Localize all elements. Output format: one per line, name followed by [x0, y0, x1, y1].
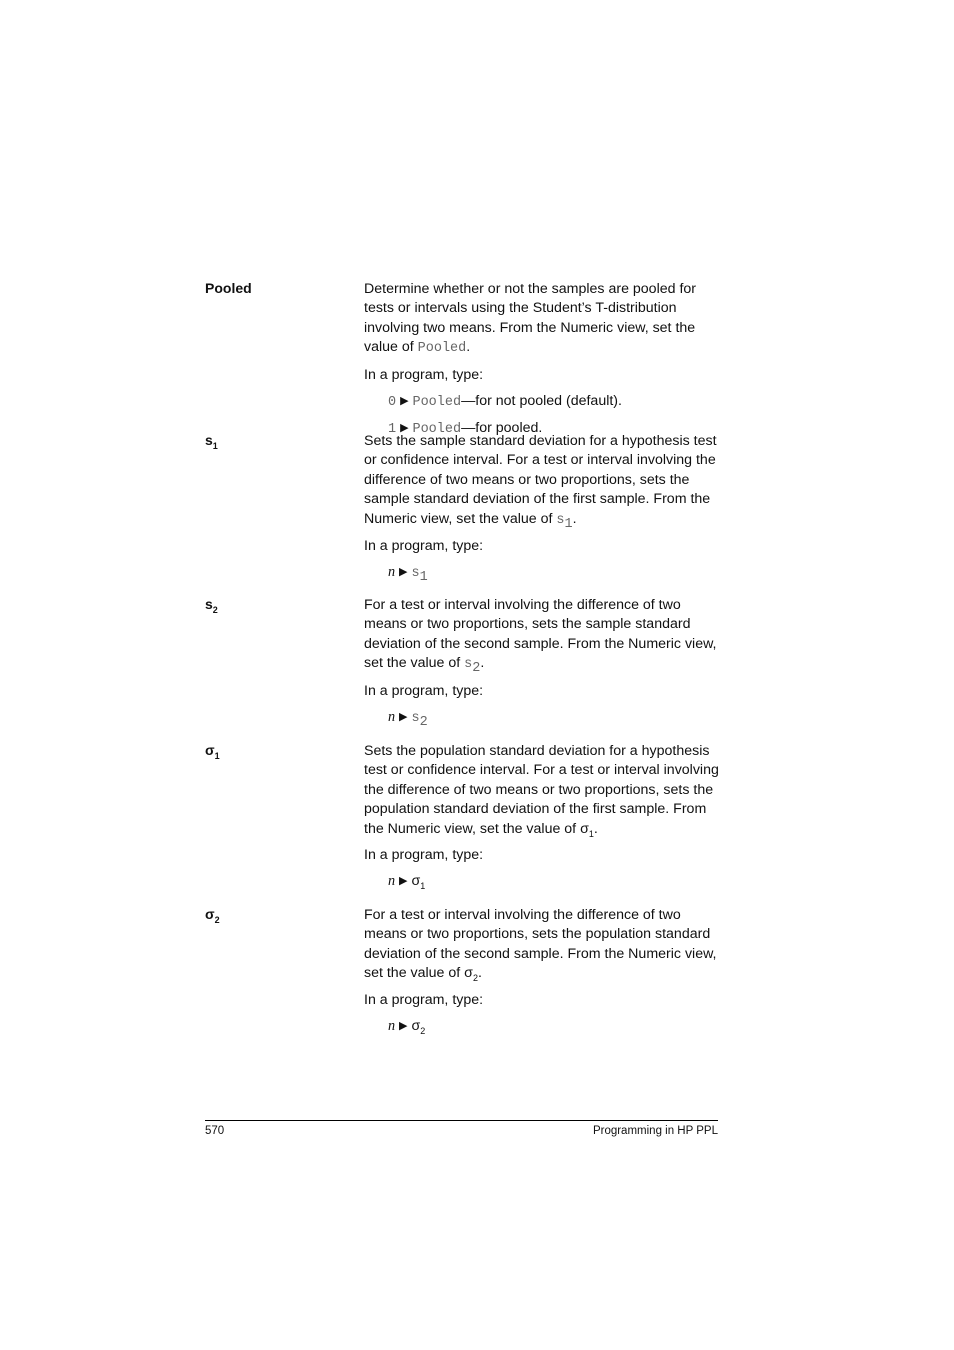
- description-s2: [364, 596, 720, 728]
- term-s1: $s_1$: [205, 432, 218, 451]
- term-sigma1: $\sigma_1$: [205, 742, 220, 761]
- description-sigma2: [364, 906, 720, 1037]
- program-label: In a program, type:: [364, 991, 484, 1008]
- code-line: 1 ▶ Pooled—for pooled.: [388, 420, 543, 438]
- program-label: In a program, type:: [364, 847, 484, 864]
- code-line: 0 ▶ Pooled—for not pooled (default).: [388, 393, 622, 411]
- description-text: For a test or interval involving the difference of two means or two proportions, sets the sample standard deviation of the second sample. From the Numeric view, set the value of $s_2$.: [364, 597, 717, 677]
- description-pooled: [364, 280, 720, 440]
- description-text: For a test or interval involving the difference of two means or two proportions, sets the population standard deviation of the second sample. From the Numeric view, set the value of $\sigma_2$.: [364, 907, 717, 984]
- footer-rule: [205, 1120, 718, 1121]
- store-arrow-icon: ▶: [400, 422, 409, 435]
- page-number: 570: [205, 1125, 225, 1137]
- code-line: n ▶ $s_1$: [388, 564, 428, 586]
- store-arrow-icon: ▶: [399, 1020, 408, 1033]
- store-arrow-icon: ▶: [399, 566, 408, 579]
- code-line: n ▶ $s_2$: [388, 709, 428, 730]
- store-arrow-icon: ▶: [399, 875, 408, 888]
- code-line: n ▶ $\sigma_2$: [388, 1018, 426, 1036]
- description-text: Sets the sample standard deviation for a hypothesis test or confidence interval. For a test or interval involving the difference of two means or two proportions, sets the sample standard deviation of the first sample. From the Numeric view, set the value of $s_1$.: [364, 433, 717, 532]
- code-line: n ▶ $\sigma_1$: [388, 873, 426, 892]
- term-sigma2: $\sigma_2$: [205, 906, 220, 925]
- description-text: Determine whether or not the samples are pooled for tests or intervals using the Student’s T-distribution involving two means. From the Numeric view, set the value of Pooled.: [364, 281, 697, 357]
- program-label: In a program, type:: [364, 366, 484, 383]
- description-sigma1: [364, 742, 720, 893]
- program-label: In a program, type:: [364, 682, 484, 699]
- term-s2: $s_2$: [205, 596, 218, 615]
- description-text: Sets the population standard deviation for a hypothesis test or confidence interval. For a test or interval involving the difference of two means or two proportions, sets the population standard deviation of the first sample. From the Numeric view, set the value of $\sigma_1$.: [364, 743, 719, 839]
- footer-section-title: Programming in HP PPL: [592, 1125, 718, 1137]
- description-s1: [364, 432, 720, 584]
- program-label: In a program, type:: [364, 538, 484, 555]
- store-arrow-icon: ▶: [399, 711, 408, 724]
- store-arrow-icon: ▶: [400, 395, 409, 408]
- term-pooled: Pooled: [205, 280, 252, 296]
